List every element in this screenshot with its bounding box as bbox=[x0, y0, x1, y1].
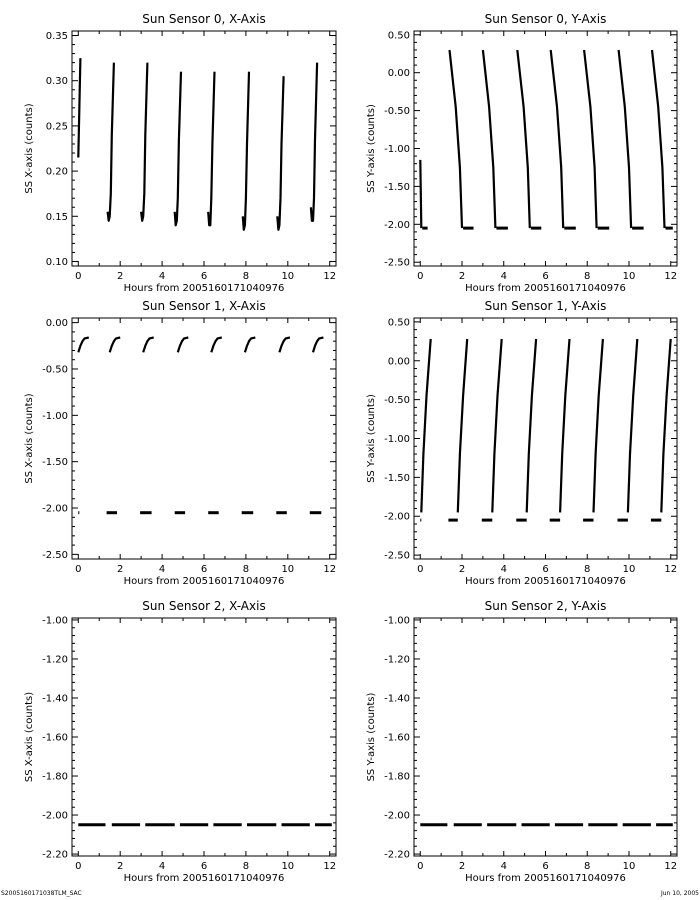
x-tick-label: 12 bbox=[664, 271, 678, 282]
y-tick-label: -2.00 bbox=[384, 511, 410, 523]
y-tick-label: -0.50 bbox=[384, 106, 410, 118]
y-tick-label: -1.20 bbox=[42, 654, 68, 666]
data-series-segment bbox=[143, 338, 154, 353]
y-tick-label: -2.00 bbox=[384, 219, 410, 231]
x-tick-label: 4 bbox=[158, 564, 166, 575]
x-tick-label: 10 bbox=[281, 861, 295, 872]
chart-title: Sun Sensor 1, Y-Axis bbox=[484, 299, 607, 313]
data-series-segment bbox=[279, 338, 290, 353]
y-tick-label: 0.10 bbox=[45, 256, 68, 268]
x-tick-label: 8 bbox=[584, 564, 591, 575]
x-tick-label: 4 bbox=[500, 271, 507, 282]
x-tick-label: 12 bbox=[664, 564, 678, 575]
data-series-segment bbox=[420, 160, 421, 228]
x-tick-label: 10 bbox=[622, 564, 636, 575]
y-tick-label: -2.50 bbox=[384, 257, 410, 269]
x-tick-label: 2 bbox=[458, 861, 466, 872]
chart-panel-4 bbox=[366, 299, 677, 587]
data-series-segment bbox=[421, 339, 430, 512]
y-tick-label: 0.20 bbox=[45, 166, 68, 178]
data-series-segment bbox=[551, 50, 564, 228]
y-tick-label: -1.80 bbox=[384, 771, 410, 783]
y-tick-label: -1.00 bbox=[384, 615, 410, 627]
data-series-segment bbox=[78, 338, 89, 353]
x-axis-label: Hours from 2005160171040976 bbox=[123, 873, 285, 884]
y-tick-label: -1.50 bbox=[384, 472, 410, 484]
x-tick-label: 8 bbox=[584, 861, 591, 872]
x-tick-label: 12 bbox=[323, 271, 337, 282]
data-series-segment bbox=[175, 72, 181, 226]
y-tick-label: -2.20 bbox=[384, 849, 410, 861]
x-axis-label: Hours from 2005160171040976 bbox=[123, 283, 285, 294]
y-tick-label: -2.20 bbox=[42, 849, 68, 861]
data-series-segment bbox=[594, 339, 603, 512]
data-series-segment bbox=[483, 50, 496, 228]
x-tick-label: 10 bbox=[281, 271, 295, 282]
x-tick-label: 4 bbox=[500, 861, 507, 872]
plot-frame bbox=[414, 318, 677, 559]
x-axis-label: Hours from 2005160171040976 bbox=[465, 283, 626, 294]
data-series-segment bbox=[517, 50, 530, 228]
x-tick-label: 6 bbox=[200, 564, 208, 575]
y-tick-label: -1.00 bbox=[384, 434, 410, 445]
x-tick-label: 2 bbox=[117, 271, 124, 282]
chart-panel-2 bbox=[366, 12, 677, 294]
x-tick-label: 2 bbox=[458, 271, 466, 282]
y-tick-label: -1.80 bbox=[42, 771, 68, 783]
y-tick-label: 0.35 bbox=[45, 31, 68, 43]
plot-frame bbox=[72, 618, 336, 856]
y-tick-label: -2.00 bbox=[42, 810, 68, 822]
x-tick-label: 2 bbox=[117, 861, 124, 872]
y-tick-label: -2.50 bbox=[42, 549, 68, 561]
y-tick-label: 0.25 bbox=[45, 121, 68, 133]
x-tick-label: 0 bbox=[75, 271, 82, 282]
y-tick-label: -1.00 bbox=[42, 615, 68, 627]
data-series-segment bbox=[458, 339, 467, 512]
y-tick-label: -1.50 bbox=[42, 457, 68, 469]
x-tick-label: 4 bbox=[158, 271, 166, 282]
y-tick-label: 0.00 bbox=[387, 68, 410, 80]
x-tick-label: 6 bbox=[200, 861, 208, 872]
plot-frame bbox=[414, 31, 677, 266]
y-axis-label: SS X-axis (counts) bbox=[24, 393, 35, 484]
footer-date: Jun 10, 2005 bbox=[660, 890, 699, 897]
x-tick-label: 6 bbox=[200, 271, 208, 282]
y-tick-label: 0.50 bbox=[387, 30, 410, 42]
data-series-segment bbox=[628, 339, 637, 512]
data-series-segment bbox=[560, 339, 569, 512]
data-series-segment bbox=[211, 338, 222, 353]
chart-title: Sun Sensor 2, Y-Axis bbox=[484, 599, 607, 613]
data-series-segment bbox=[110, 338, 121, 353]
data-series-segment bbox=[78, 58, 80, 157]
y-tick-label: 0.30 bbox=[45, 76, 68, 88]
y-tick-label: -0.50 bbox=[384, 395, 410, 407]
data-series-segment bbox=[527, 339, 536, 512]
y-axis-label: SS Y-axis (counts) bbox=[366, 692, 377, 782]
x-tick-label: 6 bbox=[542, 564, 549, 575]
y-axis-label: SS X-axis (counts) bbox=[24, 691, 35, 783]
x-tick-label: 8 bbox=[242, 271, 250, 282]
chart-title: Sun Sensor 0, Y-Axis bbox=[484, 12, 607, 26]
x-tick-label: 0 bbox=[417, 271, 424, 282]
x-tick-label: 10 bbox=[281, 564, 295, 575]
y-tick-label: -1.20 bbox=[384, 654, 410, 666]
data-series-segment bbox=[208, 72, 214, 226]
data-series-segment bbox=[619, 50, 632, 228]
y-tick-label: 0.00 bbox=[45, 318, 68, 330]
y-tick-label: -1.60 bbox=[384, 732, 410, 744]
chart-title: Sun Sensor 1, X-Axis bbox=[142, 299, 266, 313]
y-axis-label: SS Y-axis (counts) bbox=[366, 394, 377, 483]
x-tick-label: 4 bbox=[500, 564, 507, 575]
data-series-segment bbox=[492, 339, 501, 512]
y-tick-label: -1.00 bbox=[384, 144, 410, 155]
y-axis-label: SS X-axis (counts) bbox=[24, 103, 35, 194]
y-tick-label: 0.15 bbox=[45, 211, 68, 223]
y-tick-label: -2.50 bbox=[384, 550, 410, 562]
y-tick-label: -1.60 bbox=[42, 732, 68, 744]
x-axis-label: Hours from 2005160171040976 bbox=[123, 576, 285, 587]
chart-title: Sun Sensor 0, X-Axis bbox=[142, 12, 266, 26]
x-tick-label: 8 bbox=[242, 861, 250, 872]
x-tick-label: 4 bbox=[158, 861, 166, 872]
y-tick-label: -2.00 bbox=[42, 503, 68, 515]
data-series-segment bbox=[652, 50, 665, 228]
x-axis-label: Hours from 2005160171040976 bbox=[465, 873, 626, 884]
x-tick-label: 8 bbox=[242, 564, 250, 575]
x-tick-label: 8 bbox=[584, 271, 591, 282]
y-axis-label: SS Y-axis (counts) bbox=[366, 104, 377, 193]
data-series-segment bbox=[243, 72, 249, 230]
x-tick-label: 0 bbox=[417, 861, 424, 872]
data-series-segment bbox=[584, 50, 597, 228]
x-tick-label: 0 bbox=[417, 564, 424, 575]
x-tick-label: 12 bbox=[664, 861, 678, 872]
data-series-segment bbox=[661, 339, 670, 512]
x-axis-label: Hours from 2005160171040976 bbox=[465, 576, 626, 587]
footer-filename: S2005160171038TLM_SAC bbox=[1, 890, 82, 897]
plot-frame bbox=[72, 318, 336, 559]
y-tick-label: -1.00 bbox=[42, 410, 68, 422]
x-tick-label: 2 bbox=[458, 564, 466, 575]
data-series-segment bbox=[313, 338, 323, 353]
x-tick-label: 6 bbox=[542, 861, 549, 872]
data-series-segment bbox=[245, 338, 255, 353]
data-series-segment bbox=[108, 63, 114, 221]
x-tick-label: 6 bbox=[542, 271, 549, 282]
x-tick-label: 0 bbox=[75, 564, 82, 575]
x-tick-label: 2 bbox=[117, 564, 124, 575]
chart-panel-3 bbox=[24, 299, 336, 587]
y-tick-label: 0.00 bbox=[387, 356, 410, 368]
chart-title: Sun Sensor 2, X-Axis bbox=[142, 599, 266, 613]
y-tick-label: -1.40 bbox=[384, 693, 410, 705]
data-series-segment bbox=[141, 63, 147, 221]
plot-frame bbox=[414, 618, 677, 856]
y-tick-label: 0.50 bbox=[387, 317, 410, 329]
x-tick-label: 0 bbox=[75, 861, 82, 872]
y-tick-label: -0.50 bbox=[42, 364, 68, 376]
y-tick-label: -2.00 bbox=[384, 810, 410, 822]
chart-panel-5 bbox=[24, 599, 336, 884]
chart-panel-6 bbox=[366, 599, 677, 884]
data-series-segment bbox=[277, 76, 283, 230]
data-series-segment bbox=[311, 63, 317, 221]
data-series-segment bbox=[450, 50, 463, 228]
y-tick-label: -1.40 bbox=[42, 693, 68, 705]
data-series-segment bbox=[178, 338, 189, 353]
x-tick-label: 12 bbox=[323, 564, 337, 575]
x-tick-label: 12 bbox=[323, 861, 337, 872]
x-tick-label: 10 bbox=[622, 861, 636, 872]
chart-panel-1 bbox=[24, 12, 336, 294]
x-tick-label: 10 bbox=[622, 271, 636, 282]
y-tick-label: -1.50 bbox=[384, 181, 410, 193]
